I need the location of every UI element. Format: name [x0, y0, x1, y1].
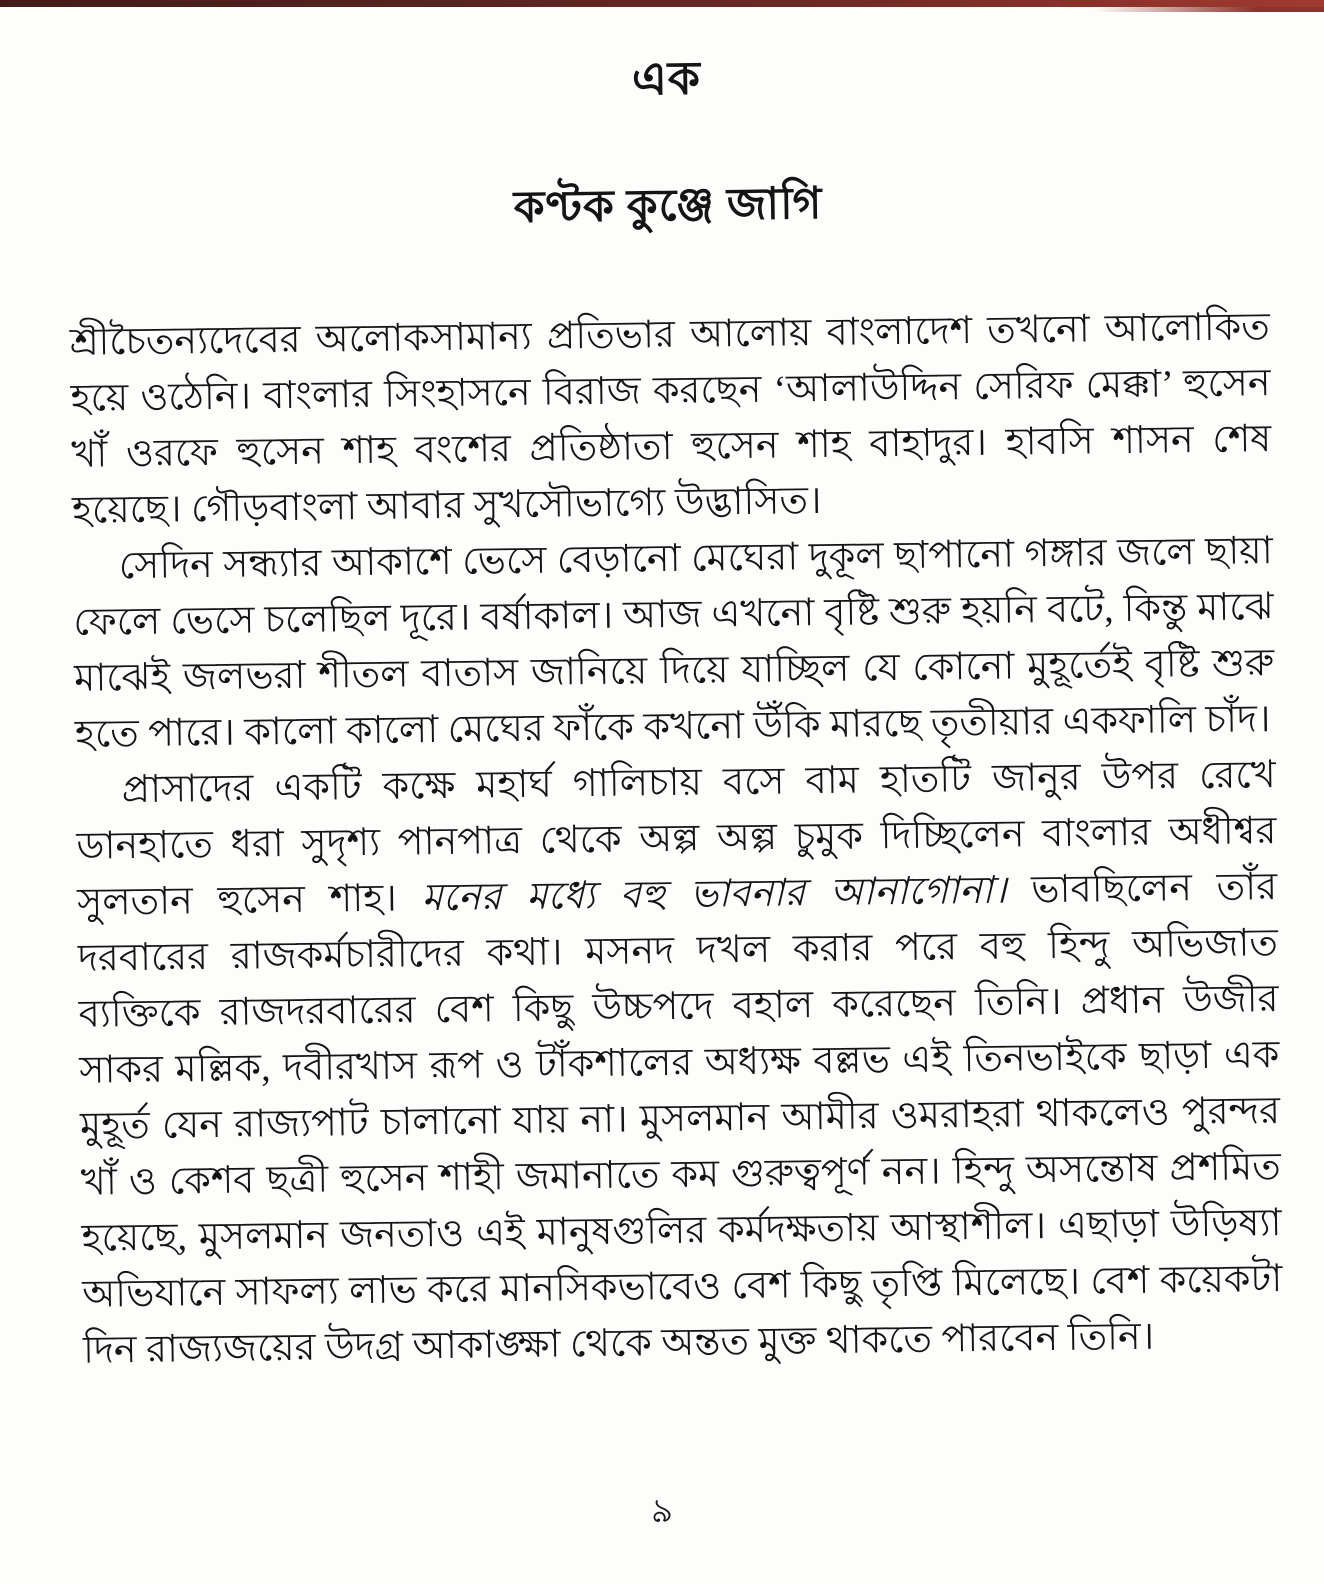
chapter-title: কণ্টক কুঞ্জে জাগি: [513, 178, 823, 233]
paragraph: [72, 523, 1275, 763]
text-segment: সেদিন সন্ধ্যার আকাশে ভেসে বেড়ানো মেঘেরা দুকূল ছাপানো গঙ্গার জলে ছায়া ফেলে ভেসে চলেছিল দূরে। বর্ষাকাল। আজ এখনো বৃষ্টি শুরু হয়নি বটে, কিন্তু মাঝে মাঝেই জলভরা শীতল বাতাস জানিয়ে দিয়ে যাচ্ছিল যে কোনো মুহূর্তেই বৃষ্টি শুরু হতে পারে। কালো কালো মেঘের ফাঁকে কখনো উঁকি মারছে তৃতীয়ার একফালি চাঁদ।: [73, 530, 1275, 756]
page-number: ৯: [650, 1493, 674, 1530]
body-text: [69, 299, 1283, 1379]
page-content: [66, 36, 1283, 1379]
paragraph: [75, 747, 1283, 1379]
text-segment: শ্রীচৈতন্যদেবের অলোকসামান্য প্রতিভার আলোয় বাংলাদেশ তখনো আলোকিত হয়ে ওঠেনি। বাংলার সিংহাসনে বিরাজ করছেন ‘আলাউদ্দিন সেরিফ মেক্কা’ হুসেন খাঁ ওরফে হুসেন শাহ বংশের প্রতিষ্ঠাতা হুসেন শাহ বাহাদুর। হাবসি শাসন শেষ হয়েছে। গৌড়বাংলা আবার সুখসৌভাগ্যে উদ্ভাসিত।: [69, 306, 1272, 532]
text-segment: প্রাসাদের একটি কক্ষে মহার্ঘ গালিচায় বসে বাম হাতটি জানুর উপর রেখে ডানহাতে ধরা সুদৃশ্য পানপাত্র থেকে অল্প অল্প চুমুক দিচ্ছিলেন বাংলার অধীশ্বর সুলতান হুসেন শাহ।: [76, 754, 1277, 924]
text-segment: ভাবছিলেন তাঁর দরবারের রাজকর্মচারীদের কথা। মসনদ দখল করার পরে বহু হিন্দু অভিজাত ব্যক্তিকে রাজদরবারের বেশ কিছু উচ্চপদে বহাল করেছেন তিনি। প্রধান উজীর সাকর মল্লিক, দবীরখাস রূপ ও টাঁকশালের অধ্যক্ষ বল্লভ এই তিনভাইকে ছাড়া এক মুহূর্ত যেন রাজ্যপাট চালানো যায় না। মুসলমান আমীর ওমরাহরা থাকলেও পুরন্দর খাঁ ও কেশব ছত্রী হুসেন শাহী জমানাতে কম গুরুত্বপূর্ণ নন। হিন্দু অসন্তোষ প্রশমিত হয়েছে, মুসলমান জনতাও এই মানুষগুলির কর্মদক্ষতায় আস্থাশীল। এছাড়া উড়িষ্যা অভিযানে সাফল্য লাভ করে মানসিকভাবেও বেশ কিছু তৃপ্তি মিলেছে। বেশ কয়েকটা দিন রাজ্যজয়ের উদগ্র আকাঙ্ক্ষা থেকে অন্তত মুক্ত থাকতে পারবেন তিনি।: [77, 866, 1283, 1372]
chapter-number: এক: [631, 52, 702, 105]
scan-edge-artifact: [0, 0, 1324, 7]
italic-text-segment: মনের মধ্যে বহু ভাবনার আনাগোনা।: [421, 869, 1007, 920]
paragraph: [69, 299, 1272, 539]
